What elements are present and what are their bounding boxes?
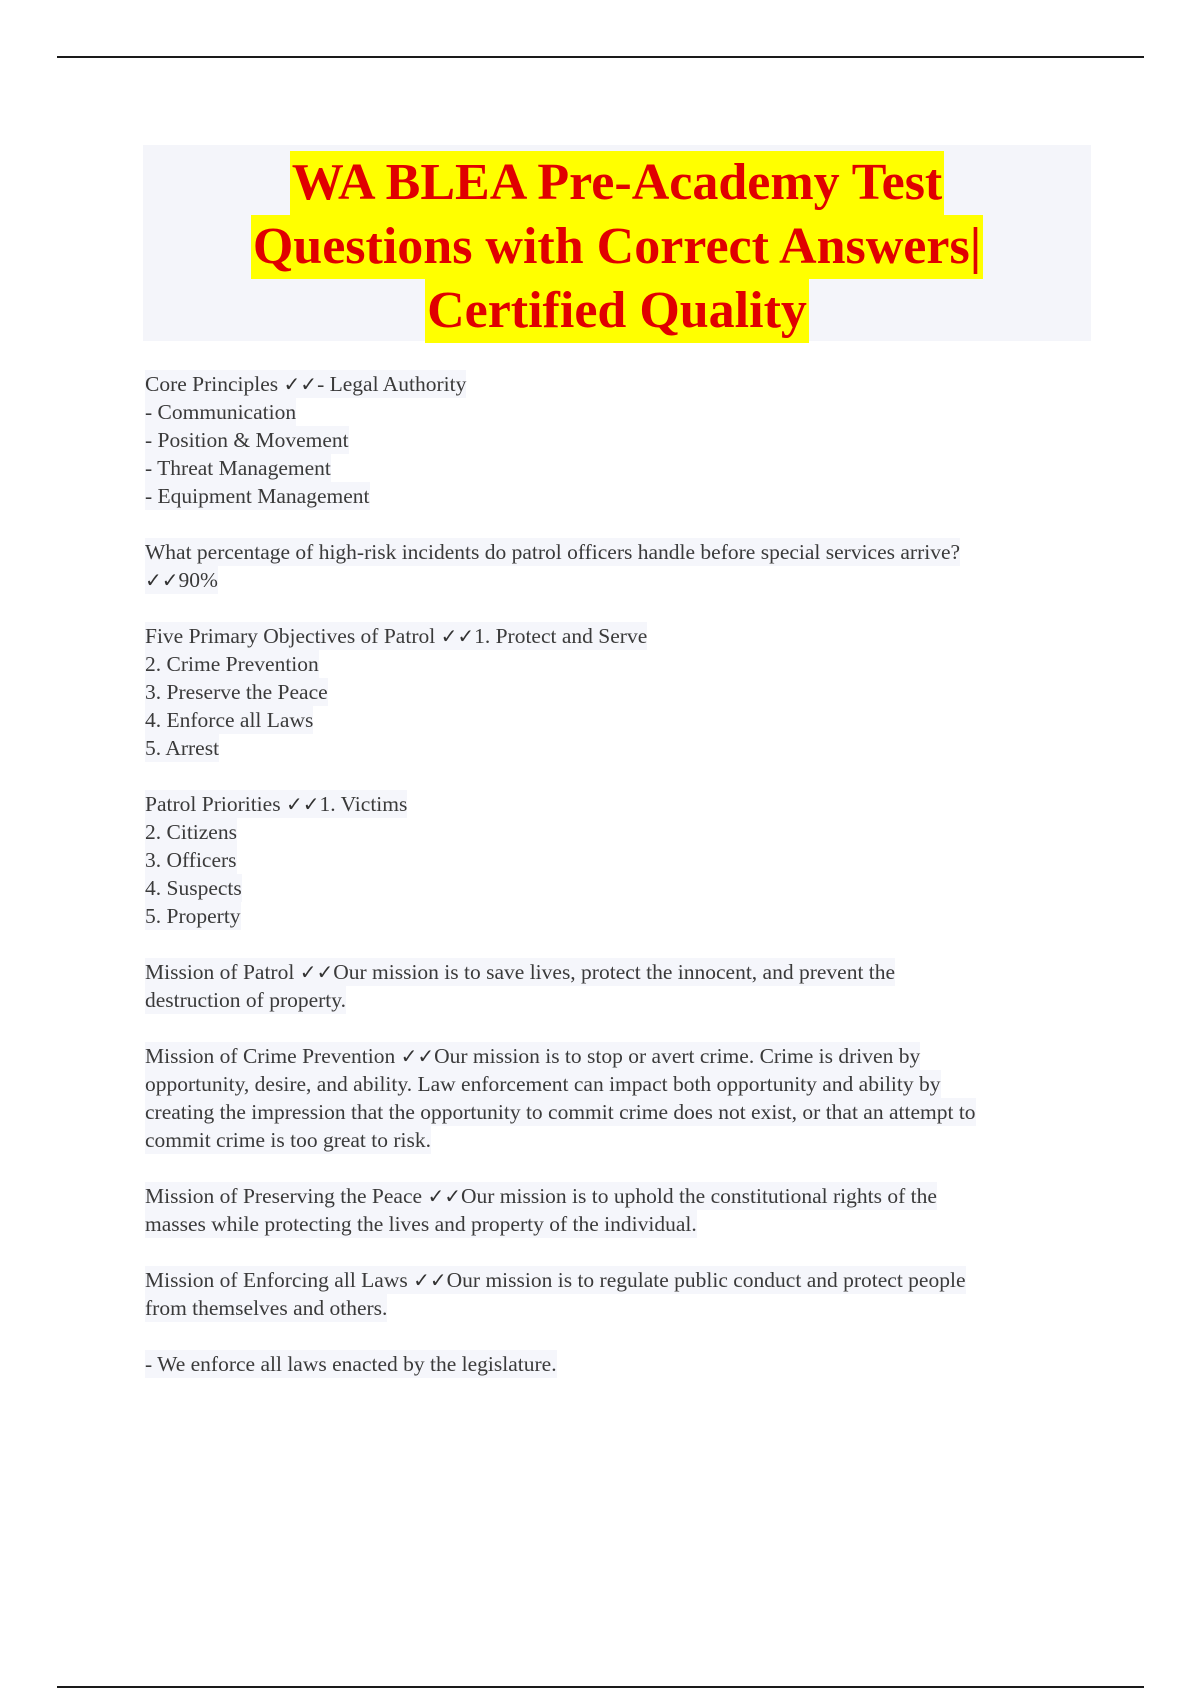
answer-text: 1. Protect and Serve [474, 624, 648, 648]
qa-line [145, 566, 218, 594]
question-text: Mission of Patrol [145, 960, 300, 984]
qa-line [145, 370, 466, 398]
answer-line: 2. Citizens [145, 820, 237, 844]
answer-text: 90% [178, 568, 218, 592]
document-title-line-3: Certified Quality [425, 279, 809, 343]
answer-line: - Threat Management [145, 456, 331, 480]
answer-text: Our mission is to uphold the constitutional rights of the [460, 1184, 937, 1208]
question-text: Core Principles [145, 372, 284, 396]
qa-patrol-priorities [145, 790, 1095, 930]
answer-line: - Equipment Management [145, 484, 370, 508]
double-check-icon: ✓✓ [440, 624, 475, 648]
question-text: Mission of Crime Prevention [145, 1044, 401, 1068]
answer-line: - Position & Movement [145, 428, 349, 452]
answer-line: commit crime is too great to risk. [145, 1128, 432, 1152]
question-text: Five Primary Objectives of Patrol [145, 624, 441, 648]
document-title-line-1: WA BLEA Pre-Academy Test [290, 151, 945, 215]
qa-core-principles [145, 370, 1095, 510]
qa-mission-of-patrol [145, 958, 1095, 1014]
answer-line: 4. Enforce all Laws [145, 708, 314, 732]
header-rule [57, 56, 1144, 58]
document-title-box [143, 145, 1091, 341]
qa-list [145, 370, 1095, 1406]
question-text: Mission of Preserving the Peace [145, 1184, 428, 1208]
answer-line: 3. Officers [145, 848, 237, 872]
statement-text: - We enforce all laws enacted by the legislature. [145, 1352, 557, 1376]
qa-line [145, 622, 647, 650]
qa-mission-preserving-peace [145, 1182, 1095, 1238]
answer-text: Our mission is to save lives, protect the innocent, and prevent the [333, 960, 896, 984]
double-check-icon: ✓✓ [413, 1268, 447, 1292]
answer-line: - Communication [145, 400, 297, 424]
qa-line [145, 1266, 966, 1294]
qa-line [145, 1182, 937, 1210]
answer-text: Our mission is to regulate public conduct and protect people [446, 1268, 966, 1292]
qa-enforce-statement [145, 1350, 1095, 1378]
answer-line: opportunity, desire, and ability. Law enforcement can impact both opportunity and ability by [145, 1072, 941, 1096]
double-check-icon: ✓✓ [145, 568, 179, 592]
qa-mission-crime-prevention [145, 1042, 1095, 1154]
answer-line: 3. Preserve the Peace [145, 680, 328, 704]
answer-line: 4. Suspects [145, 876, 242, 900]
qa-primary-objectives [145, 622, 1095, 762]
answer-line: creating the impression that the opportunity to commit crime does not exist, or that an attempt to [145, 1100, 976, 1124]
answer-line: masses while protecting the lives and property of the individual. [145, 1212, 697, 1236]
double-check-icon: ✓✓ [283, 372, 318, 396]
qa-line [145, 958, 895, 986]
qa-line [145, 790, 407, 818]
question-text: Mission of Enforcing all Laws [145, 1268, 414, 1292]
double-check-icon: ✓✓ [299, 960, 334, 984]
answer-line: destruction of property. [145, 988, 347, 1012]
answer-text: - Legal Authority [317, 372, 467, 396]
question-text: What percentage of high-risk incidents do patrol officers handle before special services arrive? [145, 540, 961, 564]
double-check-icon: ✓✓ [285, 792, 320, 816]
answer-line: 2. Crime Prevention [145, 652, 319, 676]
double-check-icon: ✓✓ [427, 1184, 461, 1208]
question-text: Patrol Priorities [145, 792, 286, 816]
answer-line: from themselves and others. [145, 1296, 388, 1320]
qa-line [145, 1042, 920, 1070]
qa-high-risk-percentage [145, 538, 1095, 594]
qa-mission-enforcing-laws [145, 1266, 1095, 1322]
answer-line: 5. Property [145, 904, 241, 928]
answer-text: Our mission is to stop or avert crime. Crime is driven by [434, 1044, 921, 1068]
answer-line: 5. Arrest [145, 736, 220, 760]
document-title-line-2: Questions with Correct Answers| [251, 215, 983, 279]
answer-text: 1. Victims [319, 792, 408, 816]
double-check-icon: ✓✓ [400, 1044, 435, 1068]
footer-rule [57, 1686, 1144, 1688]
